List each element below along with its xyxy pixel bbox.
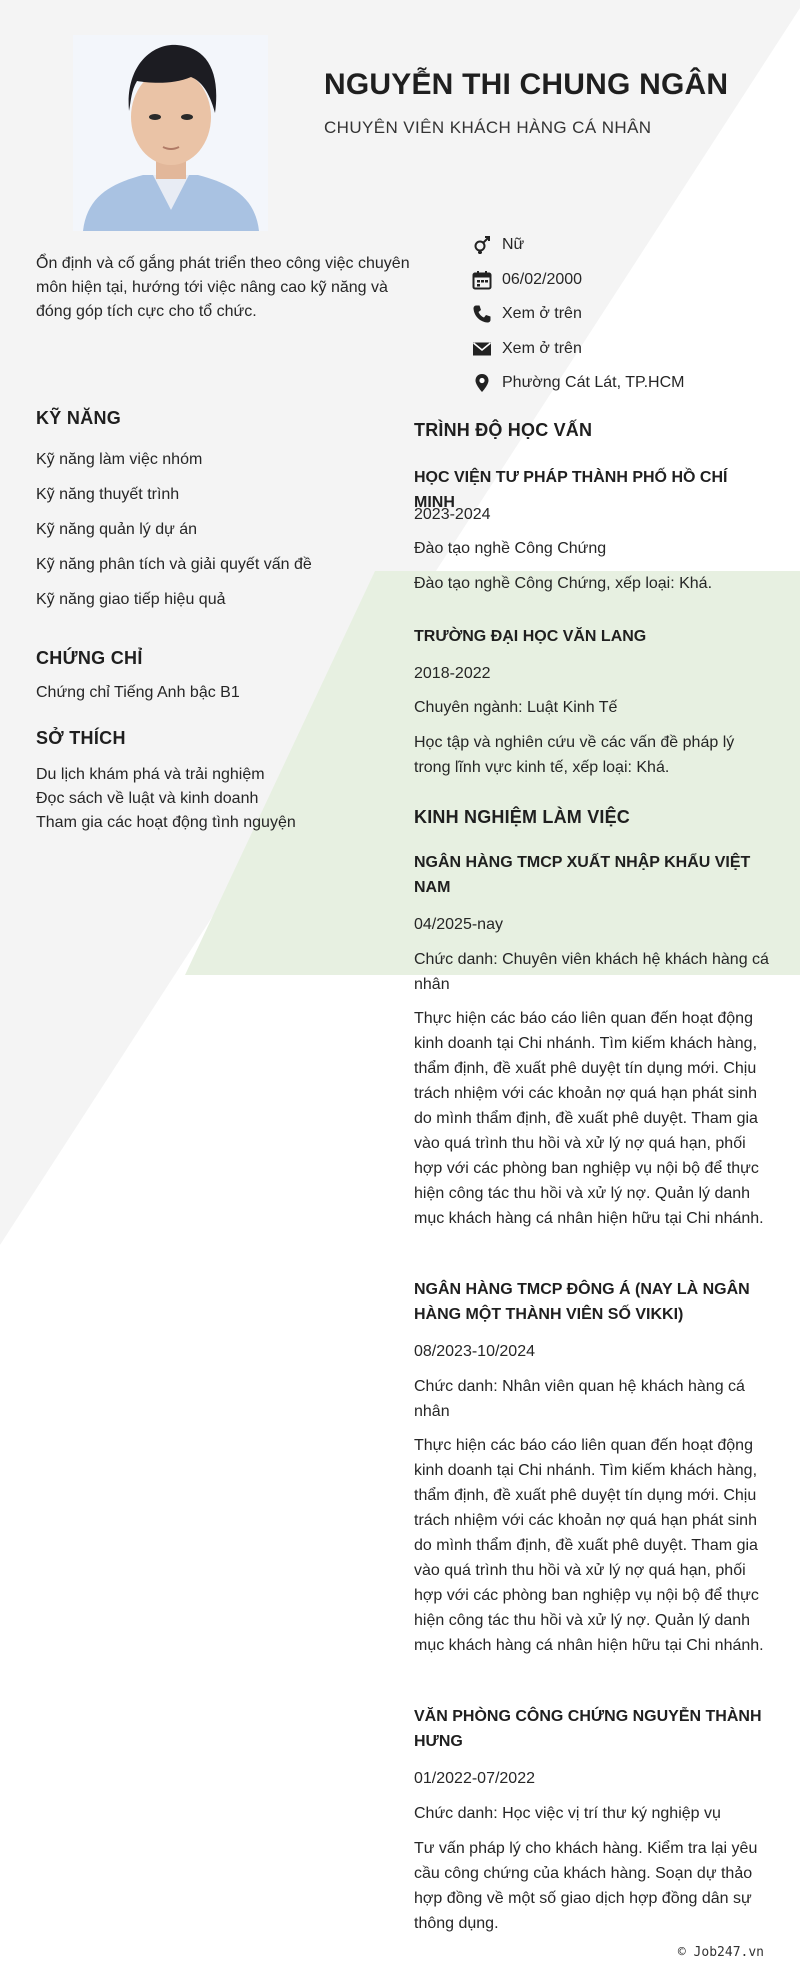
portrait-image: [73, 35, 268, 231]
experience-description: Thực hiện các báo cáo liên quan đến hoạt động kinh doanh tại Chi nhánh. Tìm kiếm khách hàng, thẩm định, đề xuất phê duyệt tín dụng mới. Chịu trách nhiệm với các khoản nợ quá hạn phát sinh do mình thẩm định, đề xuất phê duyệt. Tham gia vào quá trình thu hồi và xử lý nợ quá hạn, phối hợp với các phòng ban nghiệp vụ nội bộ để thực hiện công tác thu hồi và xử lý nợ. Quản lý danh mục khách hàng cá nhân hiện hữu tại Chi nhánh.: [414, 1010, 764, 1227]
job-title: CHUYÊN VIÊN KHÁCH HÀNG CÁ NHÂN: [324, 118, 652, 137]
skill-item: Kỹ năng phân tích và giải quyết vấn đề: [36, 556, 312, 573]
gender-icon: [472, 234, 500, 256]
experience-company: VĂN PHÒNG CÔNG CHỨNG NGUYỄN THÀNH HƯNG: [414, 1708, 762, 1750]
contact-phone: [472, 297, 684, 332]
experience-description: Tư vấn pháp lý cho khách hàng. Kiểm tra lại yêu cầu công chứng của khách hàng. Soạn dự thảo hợp đồng về một số giao dịch hợp đồng dân sự thông dụng.: [414, 1840, 758, 1932]
experience-position: Chức danh: Học việc vị trí thư ký nghiệp vụ: [414, 1805, 721, 1822]
hobbies-list: [36, 763, 296, 835]
skill-item: Kỹ năng thuyết trình: [36, 486, 180, 503]
hobby-item: Du lịch khám phá và trải nghiệm: [36, 766, 265, 783]
profile-photo: [73, 35, 268, 231]
education-school: TRƯỜNG ĐẠI HỌC VĂN LANG: [414, 628, 647, 645]
experience-heading: KINH NGHIỆM LÀM VIỆC: [414, 807, 631, 827]
calendar-icon: [472, 269, 500, 291]
education-detail: Đào tạo nghề Công Chứng, xếp loại: Khá.: [414, 575, 713, 592]
experience-description: Thực hiện các báo cáo liên quan đến hoạt động kinh doanh tại Chi nhánh. Tìm kiếm khách hàng, thẩm định, đề xuất phê duyệt tín dụng mới. Chịu trách nhiệm với các khoản nợ quá hạn phát sinh do mình thẩm định, đề xuất phê duyệt. Tham gia vào quá trình thu hồi và xử lý nợ quá hạn, phối hợp với các phòng ban nghiệp vụ nội bộ để thực hiện công tác thu hồi và xử lý nợ. Quản lý danh mục khách hàng cá nhân hiện hữu tại Chi nhánh.: [414, 1437, 764, 1654]
experience-company: NGÂN HÀNG TMCP XUẤT NHẬP KHẨU VIỆT NAM: [414, 854, 751, 896]
education-major: Đào tạo nghề Công Chứng: [414, 540, 607, 557]
experience-company: NGÂN HÀNG TMCP ĐÔNG Á (NAY LÀ NGÂN HÀNG MỘT THÀNH VIÊN SỐ VIKKI): [414, 1281, 750, 1323]
experience-position: Chức danh: Nhân viên quan hệ khách hàng cá nhân: [414, 1378, 745, 1420]
address-value: Phường Cát Lát, TP.HCM: [502, 374, 685, 392]
experience-period: 04/2025-nay: [414, 916, 503, 933]
contact-dob: [472, 263, 684, 298]
education-detail: Học tập và nghiên cứu về các vấn đề pháp lý trong lĩnh vực kinh tế, xếp loại: Khá.: [414, 734, 735, 776]
footer-copyright: © Job247.vn: [677, 1945, 764, 1960]
experience-position: Chức danh: Chuyên viên khách hệ khách hàng cá nhân: [414, 951, 769, 993]
career-objective: Ổn định và cố gắng phát triển theo công việc chuyên môn hiện tại, hướng tới việc nâng cao kỹ năng và đóng góp tích cực cho tổ chức.: [36, 255, 410, 320]
hobby-item: Đọc sách về luật và kinh doanh: [36, 790, 259, 807]
contact-address: [472, 366, 684, 401]
skill-item: Kỹ năng làm việc nhóm: [36, 451, 203, 468]
skill-item: Kỹ năng quản lý dự án: [36, 521, 198, 538]
education-period: 2018-2022: [414, 665, 491, 682]
certificates-heading: CHỨNG CHỈ: [36, 648, 143, 668]
contact-email: [472, 332, 684, 367]
experience-period: 01/2022-07/2022: [414, 1770, 535, 1787]
phone-value: Xem ở trên: [502, 305, 582, 323]
contact-gender: [472, 228, 684, 263]
education-heading: TRÌNH ĐỘ HỌC VẤN: [414, 420, 593, 440]
location-icon: [472, 372, 500, 394]
phone-icon: [472, 303, 500, 325]
certificate-item: Chứng chỉ Tiếng Anh bậc B1: [36, 684, 240, 701]
skills-heading: KỸ NĂNG: [36, 408, 122, 428]
contact-info: [472, 228, 684, 401]
skill-item: Kỹ năng giao tiếp hiệu quả: [36, 591, 226, 608]
education-major: Chuyên ngành: Luật Kinh Tế: [414, 699, 618, 716]
gender-value: Nữ: [502, 236, 525, 254]
candidate-name: NGUYỄN THI CHUNG NGÂN: [324, 68, 729, 101]
education-school: HỌC VIỆN TƯ PHÁP THÀNH PHỐ HỒ CHÍ MINH: [414, 469, 728, 511]
hobbies-heading: SỞ THÍCH: [36, 728, 126, 748]
experience-period: 08/2023-10/2024: [414, 1343, 535, 1360]
email-value: Xem ở trên: [502, 339, 582, 357]
email-icon: [472, 338, 500, 360]
education-period: 2023-2024: [414, 506, 491, 523]
hobby-item: Tham gia các hoạt động tình nguyện: [36, 814, 296, 831]
skills-list: [36, 446, 312, 621]
dob-value: 06/02/2000: [502, 270, 583, 288]
